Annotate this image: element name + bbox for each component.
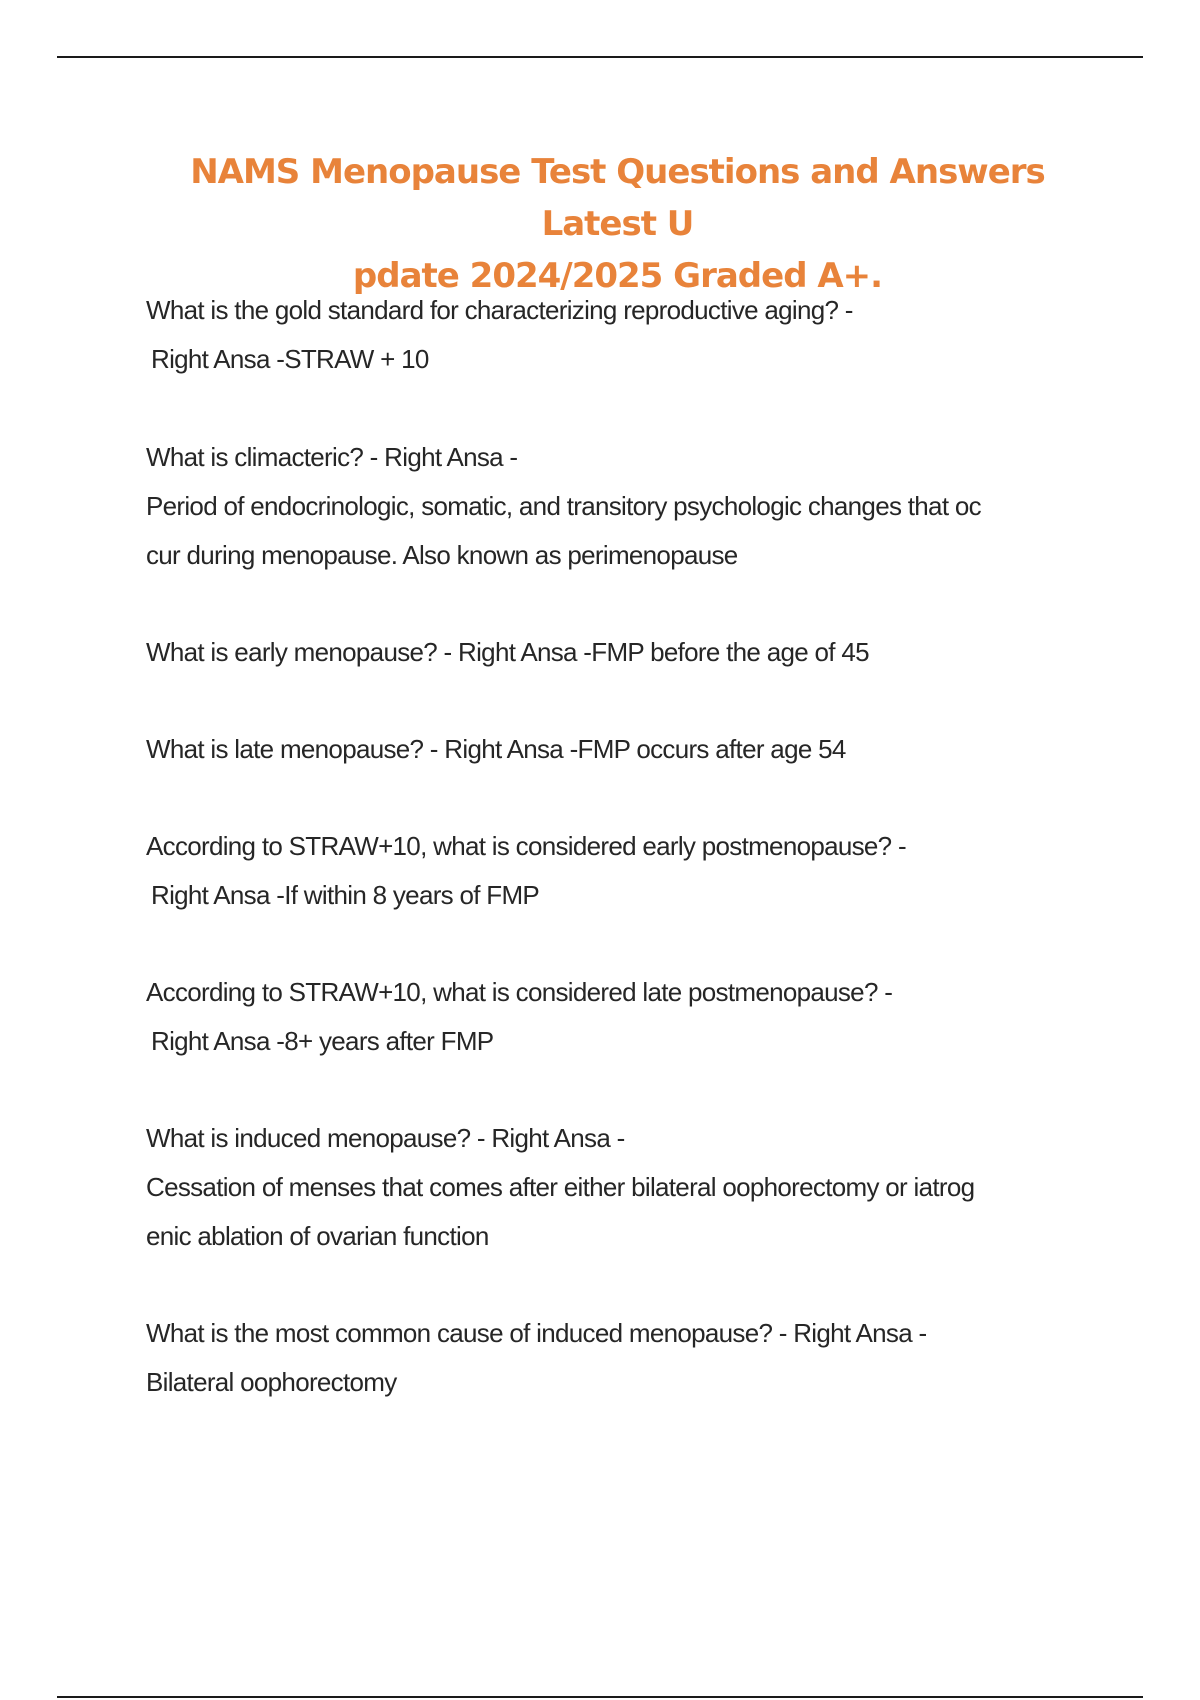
qa-line: enic ablation of ovarian function: [146, 1221, 489, 1251]
qa-item-3: [146, 628, 1106, 677]
qa-line: Right Ansa -If within 8 years of FMP: [151, 880, 540, 910]
qa-item-1: [146, 286, 1106, 384]
qa-line: What is induced menopause? - Right Ansa -: [146, 1123, 625, 1153]
qa-line: What is climacteric? - Right Ansa -: [146, 442, 518, 472]
qa-line: What is the gold standard for characterizing reproductive aging? -: [146, 295, 853, 325]
qa-line: Right Ansa -STRAW + 10: [151, 344, 429, 374]
qa-line: What is early menopause? - Right Ansa -FMP before the age of 45: [146, 637, 869, 667]
bottom-rule: [57, 1696, 1143, 1698]
qa-item-4: [146, 725, 1106, 774]
qa-line: According to STRAW+10, what is considered late postmenopause? -: [146, 977, 893, 1007]
title-line-1: NAMS Menopause Test Questions and Answers Latest U: [190, 152, 1045, 244]
qa-item-8: [146, 1309, 1106, 1407]
qa-line: Bilateral oophorectomy: [146, 1367, 397, 1397]
qa-item-6: [146, 968, 1106, 1066]
qa-line: cur during menopause. Also known as perimenopause: [146, 540, 738, 570]
qa-line: Cessation of menses that comes after either bilateral oophorectomy or iatrog: [146, 1172, 975, 1202]
title-line-2: pdate 2024/2025 Graded A+.: [352, 256, 883, 296]
document-title: [140, 146, 1095, 302]
qa-line: Right Ansa -8+ years after FMP: [151, 1026, 494, 1056]
top-rule: [57, 56, 1143, 58]
qa-item-7: [146, 1114, 1106, 1261]
qa-line: Period of endocrinologic, somatic, and transitory psychologic changes that oc: [146, 491, 981, 521]
qa-line: What is the most common cause of induced menopause? - Right Ansa -: [146, 1318, 927, 1348]
qa-item-2: [146, 433, 1106, 580]
qa-item-5: [146, 822, 1106, 920]
qa-line: According to STRAW+10, what is considered early postmenopause? -: [146, 831, 906, 861]
qa-line: What is late menopause? - Right Ansa -FMP occurs after age 54: [146, 734, 846, 764]
